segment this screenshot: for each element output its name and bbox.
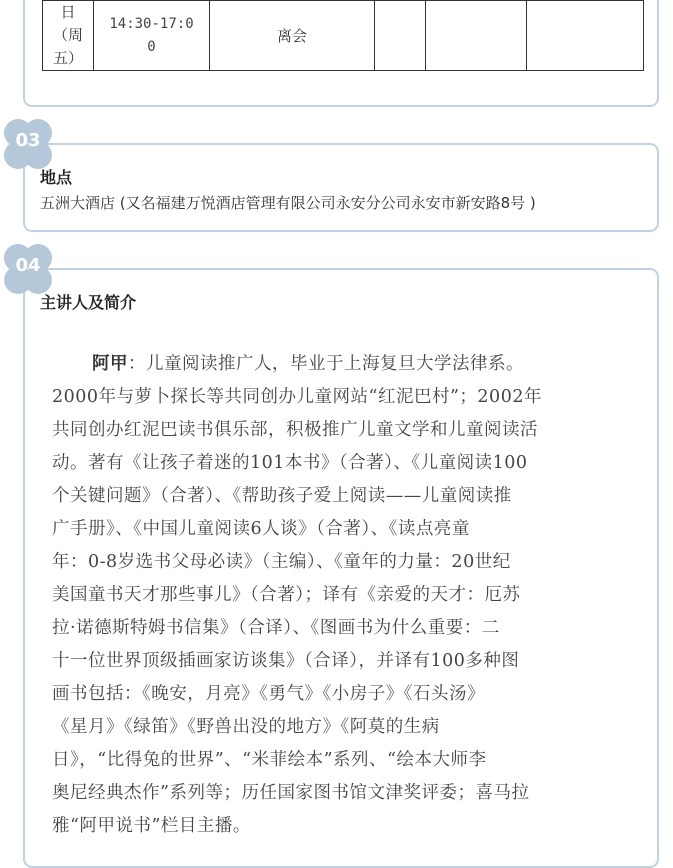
location-text: 五洲大酒店 (又名福建万悦酒店管理有限公司永安分公司永安市新安路8号 ) [40,194,536,212]
speaker-name: 阿甲 [92,354,128,374]
section-title: 主讲人及简介 [40,293,137,312]
bio-line: 2000年与萝卜探长等共同创办儿童网站“红泥巴村”；2002年 [52,387,542,407]
empty-cell [527,1,644,71]
location-card [23,143,659,232]
time-line: 0 [147,38,156,55]
speaker-bio [52,348,642,843]
bio-line: 个关键问题》（合著）、《帮助孩子爱上阅读——儿童阅读推 [52,486,512,506]
section-number: 03 [15,130,41,151]
section-title: 地点 [40,168,73,187]
section-number: 04 [15,255,41,276]
date-line: 日 [60,3,76,21]
schedule-table [42,0,644,71]
date-cell [43,1,94,71]
empty-cell [426,1,527,71]
bio-line: 奥尼经典杰作”系列等；历任国家图书馆文津奖评委；喜马拉 [52,783,530,803]
bio-line: 阿甲：儿童阅读推广人，毕业于上海复旦大学法律系。 [92,354,524,374]
bio-line: 画书包括：《晚安，月亮》《勇气》《小房子》《石头汤》 [52,684,485,704]
bio-line: 共同创办红泥巴读书俱乐部，积极推广儿童文学和儿童阅读活 [52,420,538,440]
bio-line: 拉·诺德斯特姆书信集》（合译）、《图画书为什么重要：二 [52,618,500,638]
bio-line: 日》，“比得兔的世界”、“米菲绘本”系列、“绘本大师李 [52,750,487,770]
bio-line: 美国童书天才那些事儿》（合著）；译有《亲爱的天才：厄苏 [52,585,521,605]
date-line: 五） [52,49,83,67]
bio-line: 十一位世界顶级插画家访谈集》（合译），并译有100多种图 [52,651,520,671]
table-row [43,1,644,71]
bio-line: 年：0-8岁选书父母必读》（主编）、《童年的力量：20世纪 [52,552,511,572]
bio-line: 广手册》、《中国儿童阅读6人谈》（合著）、《读点亮童 [52,519,470,539]
section-number-badge [0,116,56,172]
empty-cell [375,1,426,71]
bio-line: 动。著有《让孩子着迷的101本书》（合著）、《儿童阅读100 [52,453,528,473]
date-line: （周 [52,26,83,44]
time-line: 14:30-17:0 [109,15,194,32]
bio-line: 雅“阿甲说书”栏目主播。 [52,816,251,836]
speaker-card [23,268,659,868]
section-number-badge [0,241,56,297]
activity-cell: 离会 [210,1,375,71]
time-cell [94,1,210,71]
schedule-card [23,0,659,107]
bio-line: 《星月》《绿笛》《野兽出没的地方》《阿莫的生病 [52,717,440,737]
